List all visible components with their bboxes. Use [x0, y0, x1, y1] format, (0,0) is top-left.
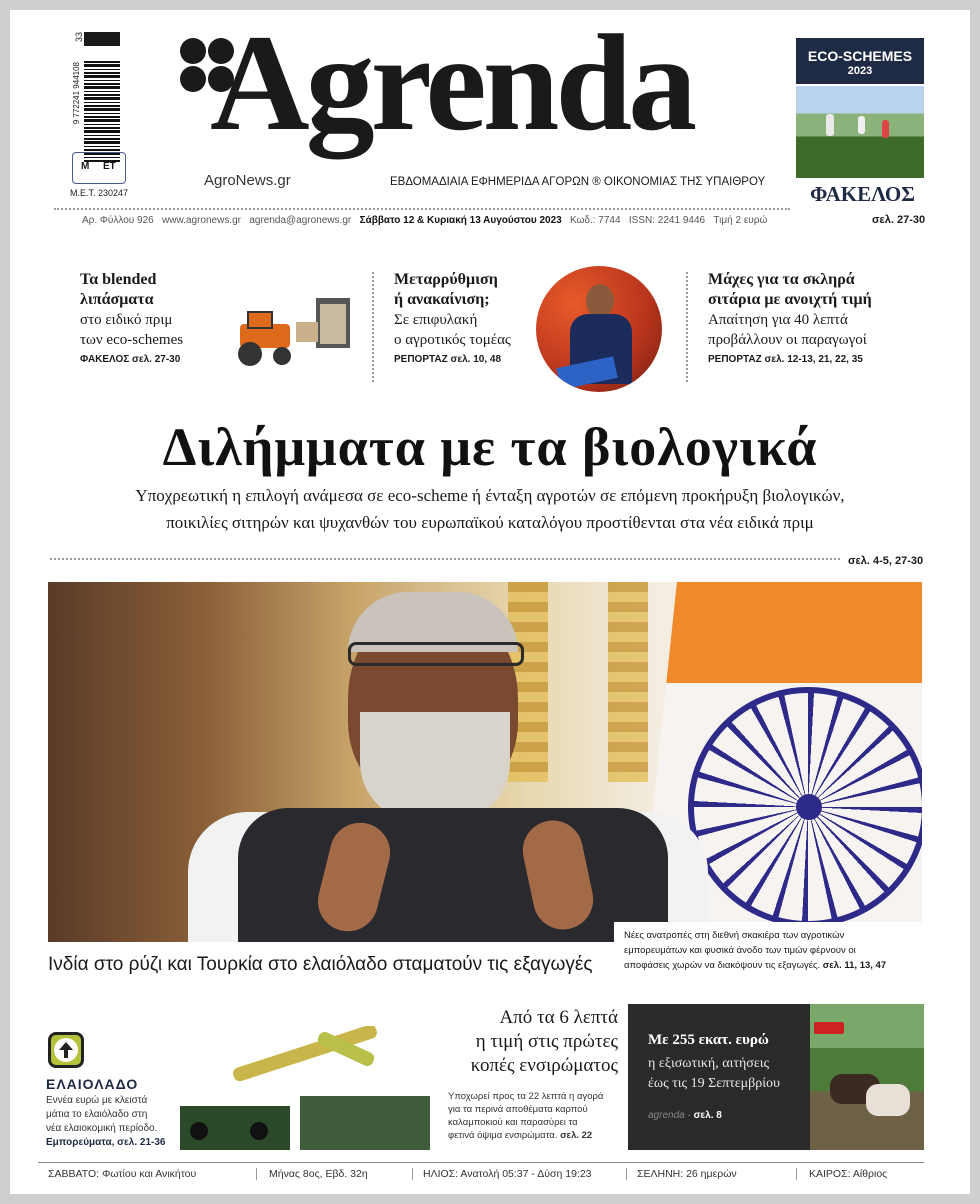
up-arrow-icon	[48, 1032, 84, 1068]
compensation-title: Με 255 εκατ. ευρώ	[648, 1032, 769, 1048]
met-code: Μ.Ε.Τ. 230247	[70, 188, 129, 198]
folder-label: ΦΑΚΕΛΟΣ	[810, 182, 915, 206]
footer-bar	[38, 1168, 924, 1184]
teaser-wheat[interactable]: Μάχες για τα σκληρά σιτάρια με ανοιχτή τιμή Απαίτηση για 40 λεπτά προβάλλουν οι παραγωγοί ΡΕΠΟΡΤΑΖ σελ. 12-13, 21, 22, 35	[708, 271, 872, 365]
footer-weather: ΚΑΙΡΟΣ: Αίθριος	[796, 1168, 887, 1180]
compensation-ref: agrenda · σελ. 8	[648, 1110, 722, 1121]
folder-pages: σελ. 27-30	[872, 214, 926, 226]
lead-pages: σελ. 4-5, 27-30	[848, 555, 924, 567]
compensation-line2: έως τις 19 Σεπτεμβρίου	[648, 1076, 780, 1091]
email-link[interactable]: agrenda@agronews.gr	[249, 215, 352, 226]
eco-title: ECO-SCHEMES	[807, 48, 913, 64]
site-url[interactable]: AgroNews.gr	[204, 172, 291, 189]
eco-field-photo	[796, 86, 924, 178]
photo-caption-box: Νέες ανατροπές στη διεθνή σκακιέρα των αγροτικών εμπορευμάτων και φυσικά άνοδο των τιμών φέρνουν οι αποφάσεις χωρών να διακόψουν τις εξαγωγές. σελ. 11, 13, 47	[614, 922, 924, 984]
harvester-photo	[170, 1026, 440, 1150]
lead-deck-line1: Υποχρεωτική η επιλογή ανάμεσα σε eco-scheme ή ένταξη αγροτών σε επόμενη προκήρυξη βιολογικών,	[135, 486, 845, 505]
olive-text: Εννέα ευρώ με κλειστά μάτια το ελαιόλαδο στη νέα ελαιοκομική περίοδο. Εμπορεύματα, σελ. 21-36	[46, 1095, 166, 1148]
barcode-number: 9 772241 944108	[72, 62, 81, 125]
web-link[interactable]: www.agronews.gr	[162, 215, 241, 226]
eco-schemes-box[interactable]	[796, 38, 924, 154]
footer-nameday: ΣΑΒΒΑΤΟ: Φωτίου και Ανικήτου	[48, 1168, 197, 1180]
footer-sun: ΗΛΙΟΣ: Ανατολή 05:37 - Δύση 19:23	[412, 1168, 592, 1180]
footer-month: Μήνας 8ος, Εβδ. 32η	[256, 1168, 368, 1180]
lead-headline[interactable]: Διλήμματα με τα βιολογικά	[162, 417, 818, 477]
compensation-line1: η εξισωτική, αιτήσεις	[648, 1056, 770, 1071]
barcode	[72, 32, 124, 152]
met-badge: Μ ΕΤ	[72, 152, 126, 184]
olive-label: ΕΛΑΙΟΛΑΔΟ	[46, 1076, 139, 1092]
silage-story[interactable]: Από τα 6 λεπτά η τιμή στις πρώτες κοπές ενσιρώματος Υποχωρεί προς τα 22 λεπτά η αγορά για τα περινά αποθέματα καρπού καλαμποκιού και παρασύρει τα φετινά όψιμα ενσιρώματα. σελ. 22	[448, 1007, 618, 1141]
tractor-illustration	[230, 292, 360, 372]
compensation-box[interactable]	[628, 1004, 924, 1150]
footer-moon: ΣΕΛΗΝΗ: 26 ημερών	[626, 1168, 737, 1180]
logo-wordmark: Agrenda	[210, 10, 694, 159]
teaser-reform[interactable]: Μεταρρύθμιση ή ανακαίνιση; Σε επιφυλακή ο αγροτικός τομέας ΡΕΠΟΡΤΑΖ σελ. 10, 48	[394, 271, 511, 365]
issue-number: 33	[74, 32, 84, 43]
teaser-fertilizers[interactable]: Τα blended λιπάσματα στο ειδικό πριμ των eco-schemes ΦΑΚΕΛΟΣ σελ. 27-30	[80, 271, 184, 365]
newspaper-front-page	[10, 10, 970, 1194]
minister-portrait-photo	[536, 266, 662, 392]
lead-deck-line2: ποικιλίες σιτηρών και ψυχανθών του ευρωπαϊκού καταλόγου προστίθενται στα νέα ειδικά πριμ	[166, 513, 814, 532]
eco-year: 2023	[847, 65, 873, 77]
modi-photo	[48, 582, 922, 942]
info-line: Αρ. Φύλλου 926 www.agronews.gr agrenda@agronews.gr Σάββατο 12 & Κυριακή 13 Αυγούστου 2023 Κωδ.: 7744 ISSN: 2241 9446 Τιμή 2 ευρώ	[82, 215, 768, 226]
photo-story-headline[interactable]: Ινδία στο ρύζι και Τουρκία στο ελαιόλαδο σταματούν τις εξαγωγές	[48, 954, 593, 975]
tagline: ΕΒΔΟΜΑΔΙΑΙΑ ΕΦΗΜΕΡΙΔΑ ΑΓΟΡΩΝ ® ΟΙΚΟΝΟΜΙΑΣ ΤΗΣ ΥΠΑΙΘΡΟΥ	[390, 176, 766, 188]
